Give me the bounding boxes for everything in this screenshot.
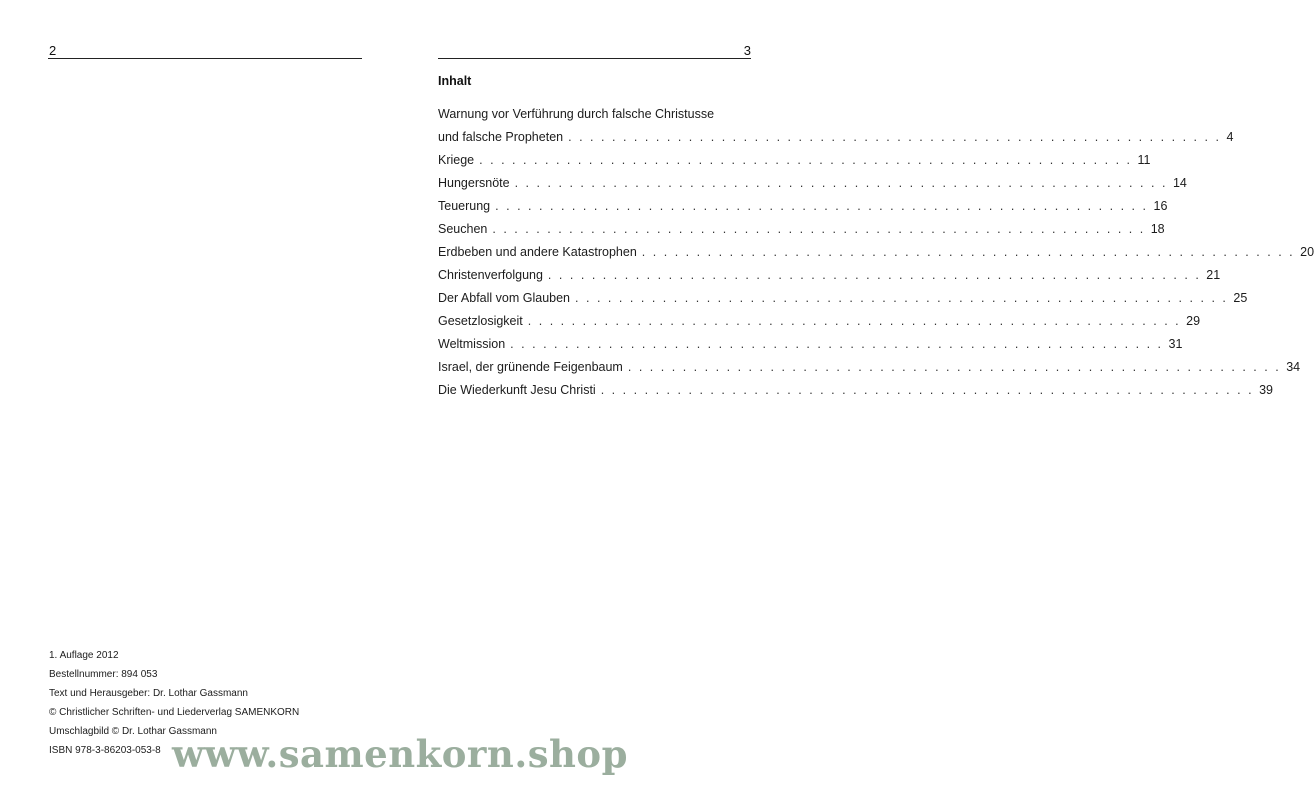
table-of-contents [438, 103, 1314, 402]
right-page [400, 0, 1314, 800]
toc-dot-leader: ............................................................ [514, 176, 1173, 190]
toc-dot-leader: ............................................................ [492, 222, 1151, 236]
toc-entry-title: Weltmission [438, 337, 506, 351]
header-rule-right [438, 58, 751, 59]
page-number-right: 3 [743, 43, 751, 58]
toc-dot-leader: ............................................................ [510, 337, 1169, 351]
page-number-left: 2 [49, 43, 57, 58]
toc-entry-page: 39 [1259, 383, 1273, 397]
imprint-author: Text und Herausgeber: Dr. Lothar Gassmann [49, 688, 248, 699]
imprint-order-number: Bestellnummer: 894 053 [49, 669, 158, 680]
toc-entry-page: 4 [1226, 130, 1234, 144]
toc-entry-title: Hungersnöte [438, 176, 510, 190]
toc-intro-line: Warnung vor Verführung durch falsche Christusse [438, 107, 715, 121]
toc-entry-page: 29 [1186, 314, 1201, 328]
toc-entry [438, 218, 1165, 241]
toc-entry-page: 20 [1300, 245, 1314, 259]
toc-dot-leader: ............................................................ [527, 314, 1187, 328]
toc-dot-leader: ............................................................ [479, 153, 1138, 167]
toc-entry-title: Christenverfolgung [438, 268, 543, 282]
toc-entry-title: und falsche Propheten [438, 130, 564, 144]
toc-dot-leader: ............................................................ [575, 291, 1234, 305]
header-rule-left [48, 58, 362, 59]
left-page [0, 0, 400, 800]
toc-entry-page: 18 [1150, 222, 1165, 236]
toc-entry-title: Israel, der grünende Feigenbaum [438, 360, 623, 374]
toc-entry-page: 11 [1137, 153, 1151, 167]
toc-entry-title: Der Abfall vom Glauben [438, 291, 571, 305]
toc-entry [438, 264, 1221, 287]
toc-entry [438, 149, 1151, 172]
toc-entry [438, 241, 1314, 264]
toc-entry-title: Teuerung [438, 199, 491, 213]
toc-dot-leader: ............................................................ [547, 268, 1207, 282]
toc-entry-title: Die Wiederkunft Jesu Christi [438, 383, 596, 397]
toc-entry [438, 333, 1183, 356]
toc-heading: Inhalt [438, 74, 472, 88]
toc-entry [438, 356, 1301, 379]
toc-dot-leader: ............................................................ [641, 245, 1301, 259]
toc-entry-page: 14 [1172, 176, 1187, 190]
toc-entry-title: Gesetzlosigkeit [438, 314, 523, 328]
toc-entry-page: 21 [1206, 268, 1221, 282]
toc-dot-leader: ............................................................ [627, 360, 1287, 374]
toc-entry-page: 25 [1233, 291, 1248, 305]
toc-entry-page: 31 [1168, 337, 1183, 351]
toc-entry-page: 34 [1286, 360, 1301, 374]
toc-entry-page: 16 [1153, 199, 1168, 213]
toc-dot-leader: ............................................................ [568, 130, 1227, 144]
imprint-isbn: ISBN 978-3-86203-053-8 [49, 745, 161, 756]
toc-entry-title: Erdbeben und andere Katastrophen [438, 245, 637, 259]
imprint-copyright: © Christlicher Schriften- und Liederverlag SAMENKORN [49, 707, 300, 718]
toc-entry [438, 379, 1273, 402]
toc-entry [438, 126, 1234, 149]
toc-entry-title: Seuchen [438, 222, 488, 236]
toc-entry [438, 172, 1187, 195]
imprint-edition: 1. Auflage 2012 [49, 650, 119, 661]
imprint-cover-credit: Umschlagbild © Dr. Lothar Gassmann [49, 726, 217, 737]
toc-dot-leader: ............................................................ [600, 383, 1260, 397]
toc-entry [438, 195, 1168, 218]
toc-entry [438, 310, 1201, 333]
toc-entry-title: Kriege [438, 153, 475, 167]
toc-dot-leader: ............................................................ [495, 199, 1154, 213]
watermark: www.samenkorn.shop [172, 732, 628, 776]
toc-entry [438, 287, 1248, 310]
